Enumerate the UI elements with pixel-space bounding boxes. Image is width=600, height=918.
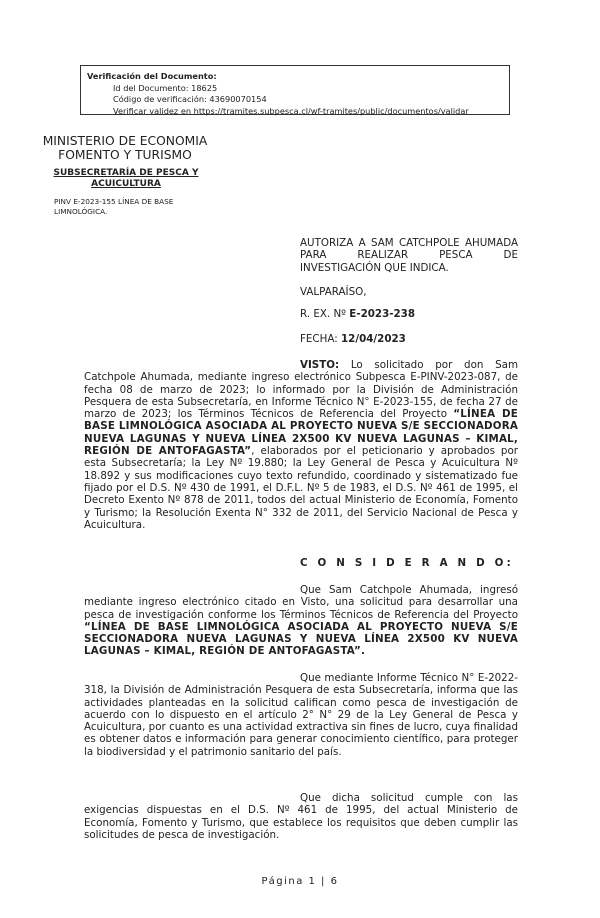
verification-title: Verificación del Documento:	[87, 71, 217, 81]
ministry-heading	[40, 134, 210, 162]
visto-paragraph	[84, 359, 518, 531]
visto-label: VISTO:	[300, 359, 340, 371]
date-value: 12/04/2023	[340, 333, 406, 345]
visto-text-2: , elaborados por el peticionario y aprobados por esta Subsecretaría; la Ley Nº 19.880; la Ley General de Pesca y Acuicultura Nº 18.892 y sus modificaciones cuyo texto refundido, coordinado y sistematizado fue fijado por el D.S. Nº 430 de 1991, el D.F.L. Nº 5 de 1983, el D.S. Nº 461 de 1995, el Decreto Exento Nº 878 de 2011, todos del actual Ministerio de Economía, Fomento y Turismo; la Resolución Exenta N° 332 de 2011, del Servicio Nacional de Pesca y Acuicultura.	[84, 445, 518, 531]
considerando-paragraph-3	[84, 792, 518, 841]
resolution-summary: AUTORIZA A SAM CATCHPOLE AHUMADA PARA REALIZAR PESCA DE INVESTIGACIÓN QUE INDICA.	[300, 237, 518, 274]
place: VALPARAÍSO,	[300, 286, 367, 298]
ministry-line-1: MINISTERIO DE ECONOMIA	[42, 134, 208, 148]
considerando-2-text: Que mediante Informe Técnico N° E-2022-318, la División de Administración Pesquera de esta Subsecretaría, informa que las actividades planteadas en la solicitud califican como pesca de investigación de acuerdo con lo dispuesto en el artículo 2° N° 29 de la Ley General de Pesca y Acuicultura, por cuanto es una actividad extractiva sin fines de lucro, cuya finalidad es obtener datos e información para generar conocimiento científico, para proteger la biodiversidad y el patrimonio sanitario del país.	[84, 672, 518, 758]
verification-list	[87, 83, 503, 118]
subsecretaria-heading: SUBSECRETARÍA DE PESCA Y ACUICULTURA	[53, 168, 199, 189]
page-number: Página 1 | 6	[261, 876, 339, 887]
resolution-label: R. EX. Nº	[300, 308, 346, 320]
reference-label: PINV E-2023-155 LÍNEA DE BASE LIMNOLÓGICA.	[54, 197, 174, 216]
visto-text-1: Lo solicitado por don Sam Catchpole Ahumada, mediante ingreso electrónico Subpesca E-PINV-2023-087, de fecha 08 de marzo de 2023; lo informado por la División de Administración Pesquera de esta Subsecretaría, en Informe Técnico N° E-2023-155, de fecha 27 de marzo de 2023; los Términos Técnicos de Referencia del Proyecto	[84, 359, 518, 421]
considerando-heading: C O N S I D E R A N D O:	[300, 557, 514, 569]
verification-doc-id: • Id del Documento: 18625	[113, 83, 503, 95]
considerando-3-text: Que dicha solicitud cumple con las exigencias dispuestas en el D.S. Nº 461 de 1995, del actual Ministerio de Economía, Fomento y Turismo, que establece los requisitos que deben cumplir las solicitudes de pesca de investigación.	[84, 792, 518, 841]
considerando-paragraph-1	[84, 584, 518, 658]
resolution-number: E-2023-238	[349, 308, 416, 320]
verification-code: • Código de verificación: 43690070154	[113, 94, 503, 106]
considerando-paragraph-2	[84, 672, 518, 758]
verification-url[interactable]: • Verificar validez en https://tramites.subpesca.cl/wf-tramites/public/documentos/validar	[113, 106, 503, 118]
ministry-line-2: FOMENTO Y TURISMO	[58, 148, 192, 162]
verification-box	[80, 65, 510, 115]
date-label: FECHA:	[300, 333, 338, 345]
considerando-1-text: Que Sam Catchpole Ahumada, ingresó mediante ingreso electrónico citado en Visto, una solicitud para desarrollar una pesca de investigación conforme los Términos Técnicos de Referencia del Proyecto	[84, 584, 518, 621]
visto-project-title: “LÍNEA DE BASE LIMNOLÓGICA ASOCIADA AL PROYECTO NUEVA S/E SECCIONADORA NUEVA LAGUNAS Y NUEVA LÍNEA 2X500 KV NUEVA LAGUNAS – KIMAL, REGIÓN DE ANTOFAGASTA”	[84, 408, 518, 458]
considerando-1-project-title: “LÍNEA DE BASE LIMNOLÓGICA ASOCIADA AL PROYECTO NUEVA S/E SECCIONADORA NUEVA LAGUNAS Y NUEVA LÍNEA 2X500 KV NUEVA LAGUNAS – KIMAL, REGIÓN DE ANTOFAGASTA”.	[84, 620, 518, 658]
date-line	[300, 333, 406, 345]
resolution-number-line	[300, 308, 415, 320]
